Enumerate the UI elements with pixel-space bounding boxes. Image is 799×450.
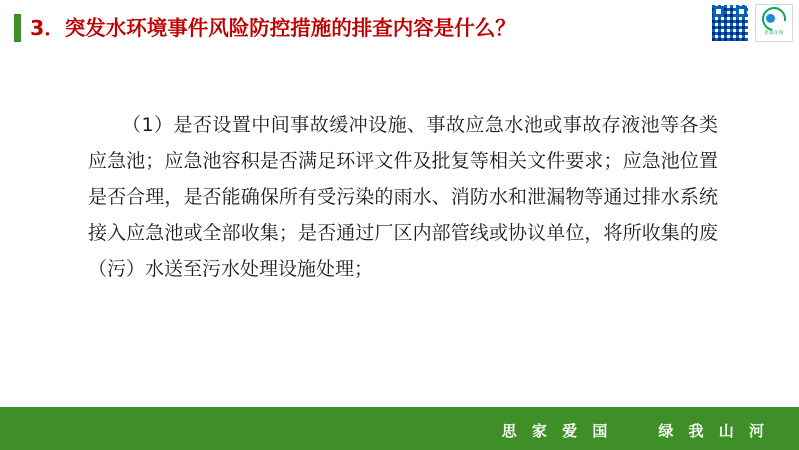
organization-logo	[755, 4, 793, 42]
slide-title-row	[0, 8, 799, 48]
page-title: 3．突发水环境事件风险防控措施的排查内容是什么？	[30, 15, 516, 40]
footer-left-phrase: 思 家 爱 国	[501, 421, 613, 440]
body-paragraph: （1）是否设置中间事故缓冲设施、事故应急水池或事故存液池等各类应急池；应急池容积是否满足环评文件及批复等相关文件要求；应急池位置是否合理，是否能确保所有受污染的雨水、消防水和泄漏物等通过排水系统接入应急池或全部收集；是否通过厂区内部管线或协议单位，将所收集的废（污）水送至污水处理设施处理；	[88, 114, 718, 280]
footer-bar	[0, 410, 799, 450]
qr-code-icon[interactable]	[711, 4, 749, 42]
footer-right-phrase: 绿 我 山 河	[658, 421, 769, 440]
leaf-circle-icon	[757, 2, 790, 35]
title-accent-bar	[14, 14, 21, 42]
body-content	[88, 88, 718, 306]
logo-caption: 思锐环保	[764, 31, 784, 36]
top-right-badges	[711, 4, 793, 42]
